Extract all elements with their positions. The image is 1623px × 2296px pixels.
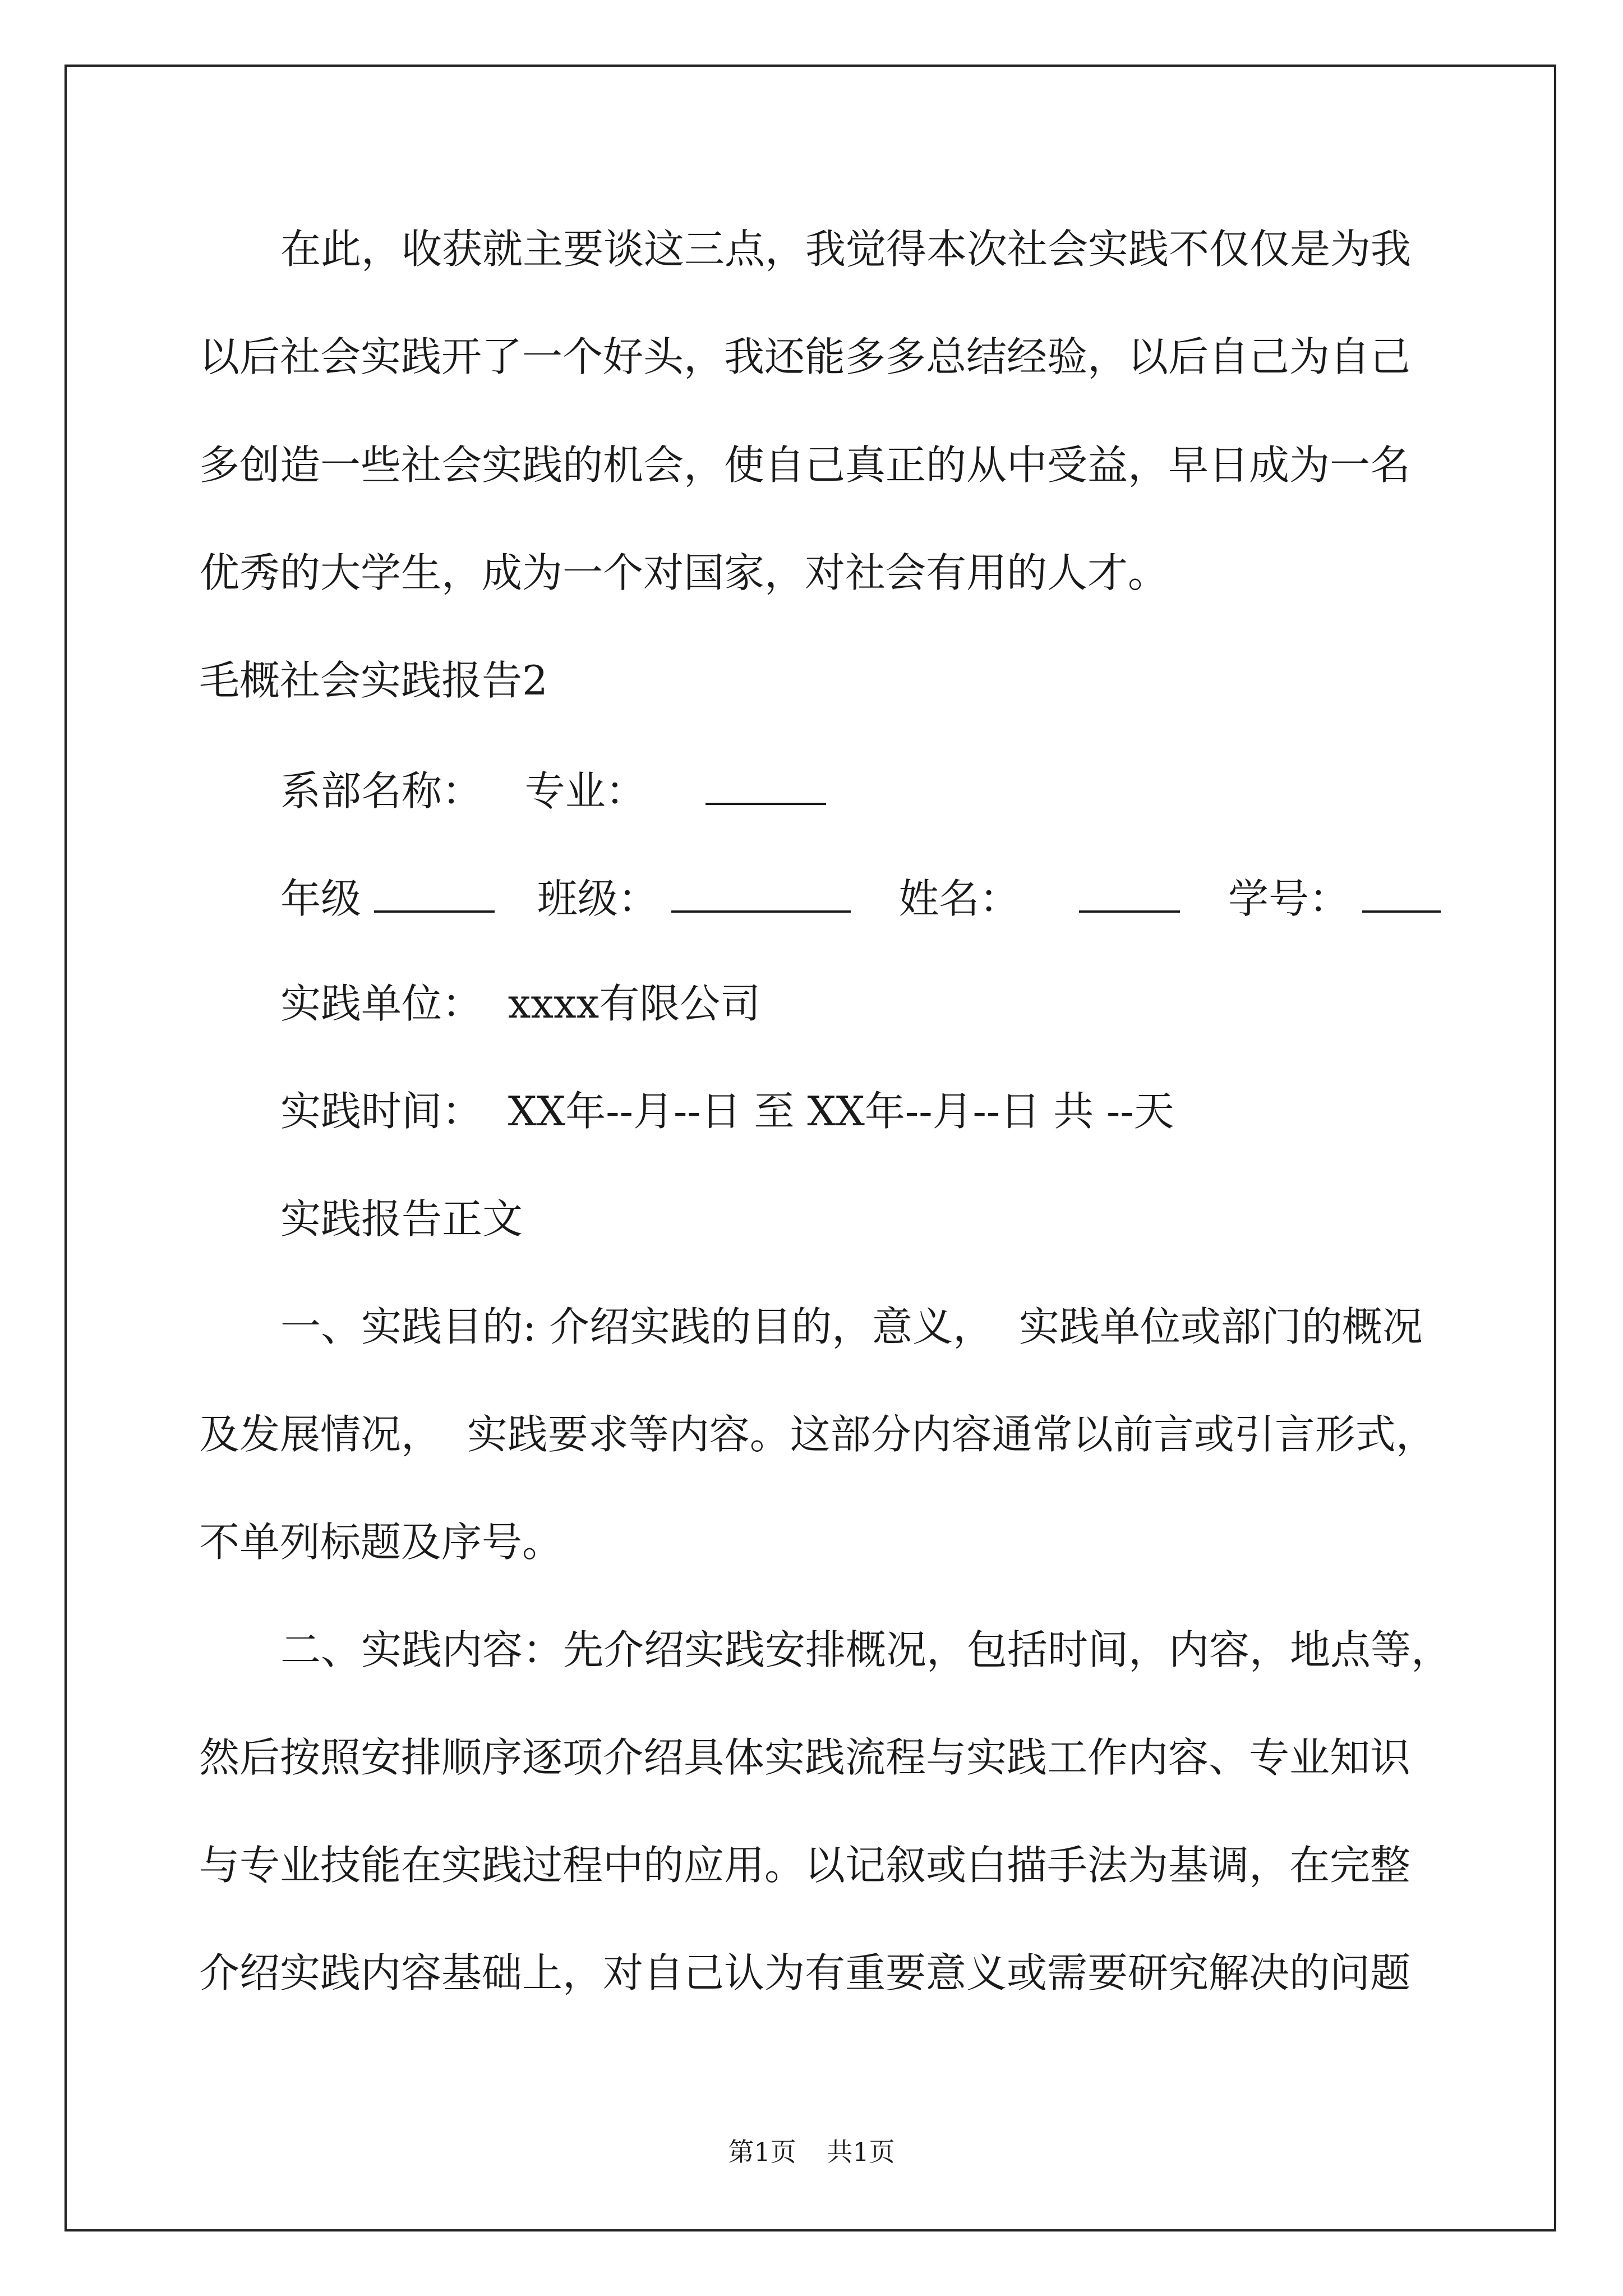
paragraph-line: 与专业技能在实践过程中的应用。以记叙或白描手法为基调，在完整: [199, 1842, 1411, 1889]
major-label: 专业：: [524, 767, 646, 815]
paragraph-line: 优秀的大学生，成为一个对国家，对社会有用的人才。: [199, 549, 1169, 596]
practice-time-line: 实践时间： XX年--月--日 至 XX年--月--日 共 --天: [280, 1088, 1174, 1135]
student-id-blank: [1362, 876, 1441, 913]
page-border: [64, 65, 1556, 2231]
class-label: 班级：: [537, 875, 658, 922]
major-blank: [706, 768, 826, 805]
dept-label: 系部名称：: [280, 767, 483, 815]
paragraph-line: 在此，收获就主要谈这三点，我觉得本次社会实践不仅仅是为我: [280, 226, 1412, 273]
paragraph-line: 以后社会实践开了一个好头，我还能多多总结经验，以后自己为自己: [199, 333, 1411, 380]
name-blank: [1079, 876, 1180, 913]
section-title: 毛概社会实践报告2: [199, 657, 548, 704]
name-label: 姓名：: [898, 875, 1020, 922]
form-line-student: [280, 875, 1514, 922]
paragraph-line: 一、实践目的: 介绍实践的目的，意义， 实践单位或部门的概况: [280, 1303, 1423, 1350]
paragraph-line: 介绍实践内容基础上，对自己认为有重要意义或需要研究解决的问题: [199, 1949, 1411, 1996]
paragraph-line: 然后按照安排顺序逐项介绍具体实践流程与实践工作内容、专业知识: [199, 1734, 1411, 1781]
grade-label: 年级: [280, 875, 362, 922]
form-line-dept: [280, 767, 1514, 815]
class-blank: [671, 876, 851, 913]
paragraph-line: 多创造一些社会实践的机会，使自己真正的从中受益，早日成为一名: [199, 441, 1411, 489]
practice-unit-line: 实践单位： xxxx有限公司: [280, 980, 761, 1027]
body-heading: 实践报告正文: [280, 1195, 523, 1243]
grade-blank: [374, 876, 495, 913]
page-current: 第1页: [728, 2137, 796, 2167]
page-footer: [0, 2132, 1623, 2169]
paragraph-line: 及发展情况， 实践要求等内容。这部分内容通常以前言或引言形式，: [199, 1411, 1436, 1458]
paragraph-line: 不单列标题及序号。: [199, 1519, 563, 1566]
paragraph-line: 二、实践内容：先介绍实践安排概况，包括时间，内容，地点等，: [280, 1626, 1452, 1673]
page-total: 共1页: [827, 2137, 895, 2167]
student-id-label: 学号：: [1228, 875, 1349, 922]
